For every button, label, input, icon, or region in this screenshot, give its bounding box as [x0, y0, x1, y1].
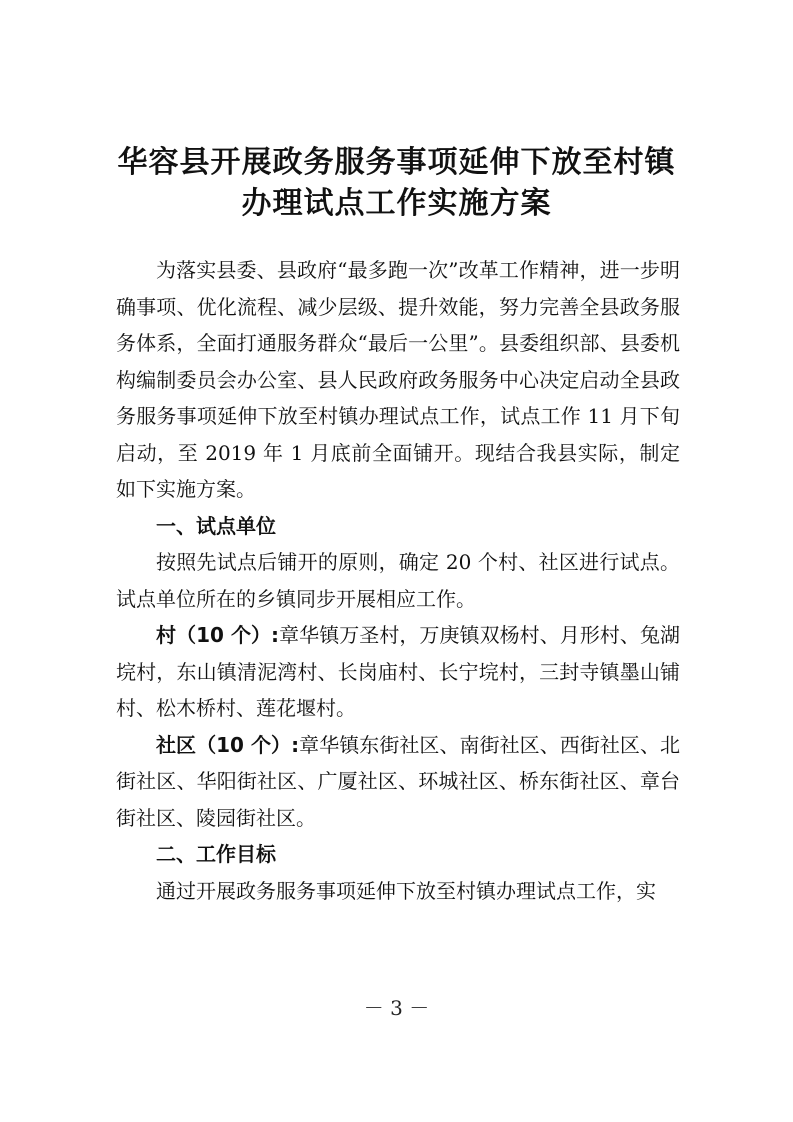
section1-heading: 一、试点单位	[156, 513, 276, 538]
document-title-line1: 华容县开展政务服务事项延伸下放至村镇	[117, 145, 676, 180]
villages-label: 村（10 个）:	[156, 623, 280, 647]
document-title-line2: 办理试点工作实施方案	[241, 186, 552, 221]
document-body	[116, 252, 680, 909]
intro-paragraph: 为落实县委、县政府“最多跑一次”改革工作精神，进一步明确事项、优化流程、减少层级、提升效能，努力完善全县政务服务体系，全面打通服务群众“最后一公里”。县委组织部、县委机构编制委员会办公室、县人民政府政务服务中心决定启动全县政务服务事项延伸下放至村镇办理试点工作，试点工作 11 月下旬启动，至 2019 年 1 月底前全面铺开。现结合我县实际，制定如下实施方案。	[116, 258, 680, 501]
communities-text: 章华镇东街社区、南街社区、西街社区、北街社区、华阳街社区、广厦社区、环城社区、桥东街社区、章台街社区、陵园街社区。	[116, 732, 681, 830]
communities-label: 社区（10 个）:	[156, 732, 300, 757]
section1-paragraph: 按照先试点后铺开的原则，确定 20 个村、社区进行试点。试点单位所在的乡镇同步开展相应工作。	[116, 550, 680, 611]
page-number: － 3 －	[363, 996, 430, 1020]
section2-paragraph: 通过开展政务服务事项延伸下放至村镇办理试点工作，实	[156, 878, 656, 903]
communities-paragraph	[116, 727, 680, 837]
villages-text: 章华镇万圣村，万庚镇双杨村、月形村、兔湖垸村，东山镇清泥湾村、长岗庙村、长宁垸村，三封寺镇墨山铺村、松木桥村、莲花堰村。	[116, 623, 681, 720]
section2-heading: 二、工作目标	[156, 842, 276, 866]
villages-paragraph	[116, 617, 680, 727]
